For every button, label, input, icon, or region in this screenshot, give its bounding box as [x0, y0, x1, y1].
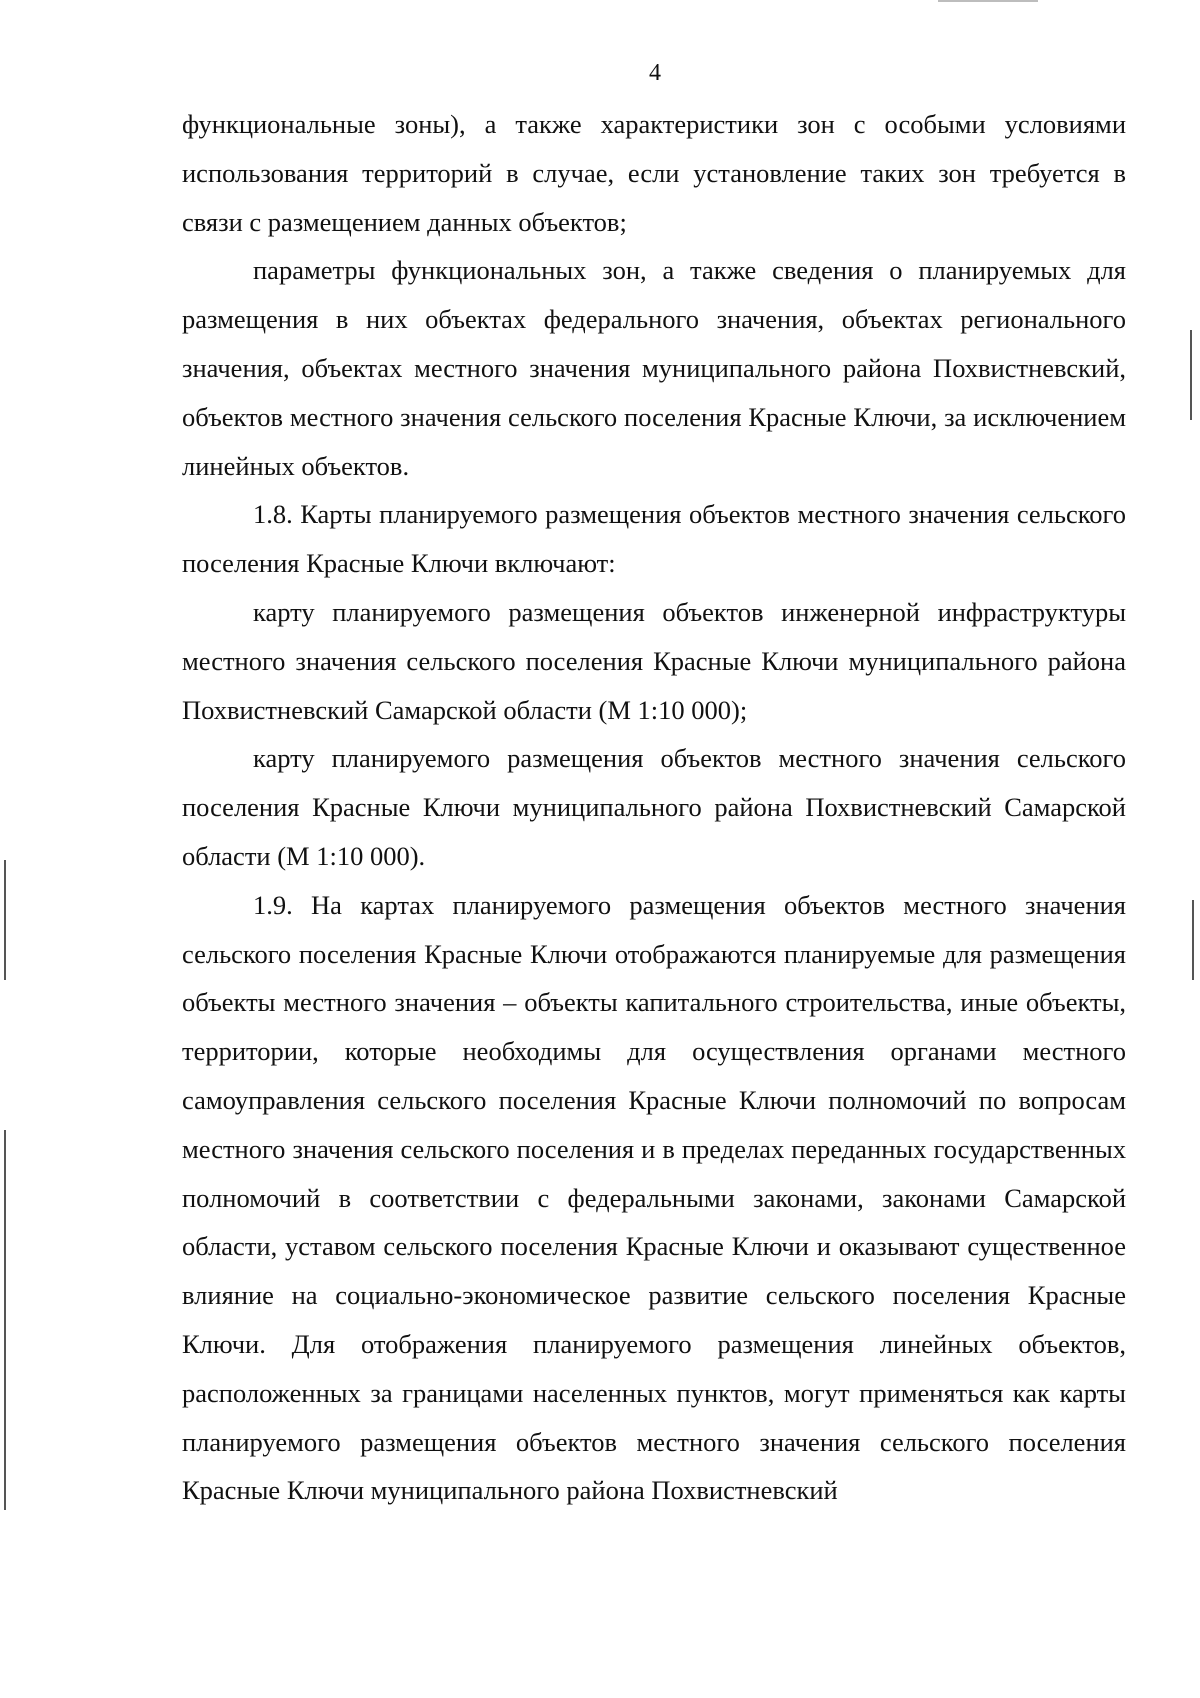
- document-body: [182, 100, 1126, 1515]
- scan-edge-mark: [1190, 330, 1192, 420]
- scan-edge-mark: [4, 1130, 6, 1510]
- scan-edge-mark: [1192, 900, 1194, 980]
- paragraph: 1.8. Карты планируемого размещения объектов местного значения сельского поселения Красные Ключи включают:: [182, 499, 1126, 579]
- page-number: 4: [649, 60, 661, 86]
- scan-edge-mark: [4, 860, 6, 980]
- paragraph: карту планируемого размещения объектов местного значения сельского поселения Красные Ключи муниципального района Похвистневский Самарской области (М 1:10 000).: [182, 743, 1126, 871]
- paragraph: карту планируемого размещения объектов инженерной инфраструктуры местного значения сельского поселения Красные Ключи муниципального района Похвистневский Самарской области (М 1:10 000);: [182, 596, 1126, 725]
- paragraph: параметры функциональных зон, а также сведения о планируемых для размещения в них объектах федерального значения, объектах регионального значения, объектах местного значения муниципального района Похвистневский, объектов местного значения сельского поселения Красные Ключи, за исключением линейных объектов.: [182, 255, 1126, 481]
- scan-edge-line: [938, 0, 1038, 2]
- paragraph: функциональные зоны), а также характеристики зон с особыми условиями использования территорий в случае, если установление таких зон требуется в связи с размещением данных объектов;: [182, 109, 1126, 237]
- paragraph: 1.9. На картах планируемого размещения объектов местного значения сельского поселения Красные Ключи отображаются планируемые для размещения объекты местного значения – объекты капитального строительства, иные объекты, территории, которые необходимы для осуществления органами местного самоуправления сельского поселения Красные Ключи полномочий по вопросам местного значения сельского поселения и в пределах переданных государственных полномочий в соответствии с федеральными законами, законами Самарской области, уставом сельского поселения Красные Ключи и оказывают существенное влияние на социально-экономическое развитие сельского поселения Красные Ключи. Для отображения планируемого размещения линейных объектов, расположенных за границами населенных пунктов, могут применяться как карты планируемого размещения объектов местного значения сельского поселения Красные Ключи муниципального района Похвистневский: [182, 889, 1126, 1506]
